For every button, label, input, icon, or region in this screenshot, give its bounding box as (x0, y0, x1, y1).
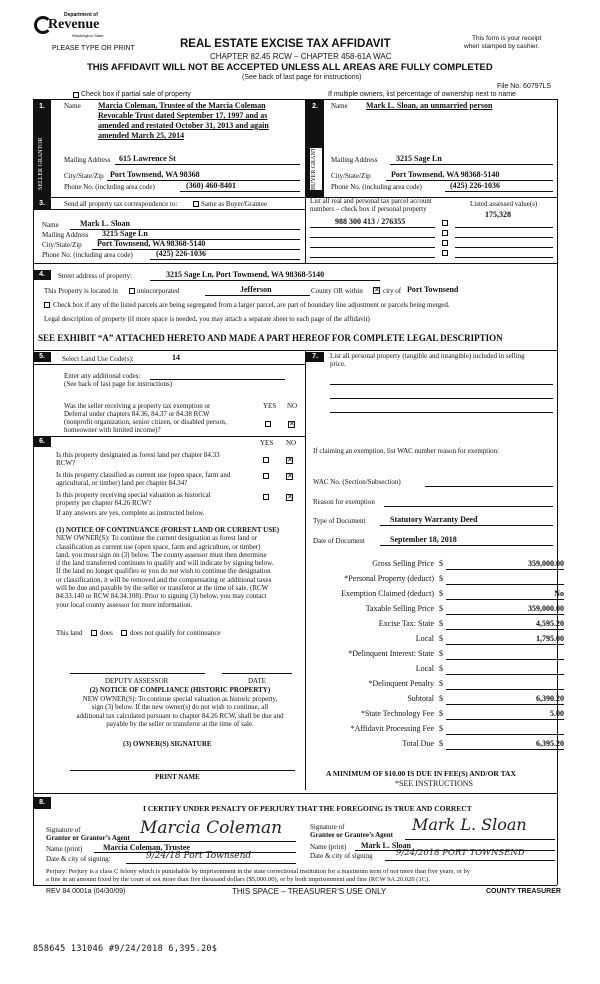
doc-type: Statutory Warranty Deed (390, 515, 478, 524)
segregated-label: Check box if any of the listed parcels are being segregated from a larger parcel, are part of boundary line adjustment or parcels being merged. (53, 301, 450, 309)
notice2-line-2: NEW OWNER(S): To continue special valuation as historic property, (82, 694, 278, 703)
owner-signature-label: (3) OWNER(S) SIGNATURE (123, 740, 212, 748)
file-number: File No. 60797LS (497, 83, 552, 90)
land-does-not-text: does not qualify for continuance (130, 629, 221, 637)
parcel-personal-checkbox-2[interactable] (442, 230, 448, 236)
notice-continuance (56, 526, 304, 609)
seller-name-line-2: Revocable Trust dated September 17, 1997 and as (98, 111, 268, 120)
receipt-note-1: This form is your receipt (472, 35, 542, 42)
exhibit-reference: SEE EXHIBIT “A” ATTACHED HERETO AND MADE A PART HEREOF FOR COMPLETE LEGAL DESCRIPTION (38, 333, 503, 343)
doc-date: September 18, 2018 (390, 535, 457, 544)
tax-label-excise-local: Local (415, 634, 434, 643)
assessed-label: Listed assessed value(s) (470, 200, 538, 208)
seller-side-label: SELLER GRANTOR (38, 137, 44, 190)
s6-q1-yes-checkbox[interactable] (263, 457, 269, 463)
street-address: 3215 Sage Ln, Port Townsend, WA 98368-5140 (166, 270, 325, 279)
notice2-line-3: sign (3) below. If the new owner(s) do not wish to continue, all (91, 703, 269, 711)
grantee-sig-label-1: Signature of (310, 823, 345, 831)
section5-badge: 5. (35, 353, 49, 361)
multiple-owners-note: If multiple owners, list percentage of ownership next to name (328, 91, 516, 98)
receipt-note-2: when stamped by cashier. (464, 43, 540, 50)
corr-city-label: City/State/Zip (42, 241, 82, 249)
grantee-name: Mark L. Sloan (361, 841, 412, 850)
buyer-badge: 2. (308, 102, 322, 111)
dor-logo (34, 12, 104, 42)
tax-value-gross: 359,000.00 (528, 559, 564, 568)
grantor-date-label: Date & city of signing: (46, 855, 111, 863)
personal-property-label-2: price. (330, 360, 346, 368)
wac-number-label: WAC No. (Section/Subsection) (313, 478, 401, 486)
located-text: This Property is located in (44, 287, 118, 295)
print-note: PLEASE TYPE OR PRINT (52, 45, 135, 52)
segregated-checkbox[interactable] (44, 302, 50, 308)
parcel-label-1: List all real and personal tax parcel account (310, 197, 432, 205)
exemption-reason-label: Reason for exemption (313, 498, 375, 506)
seller-city: Port Townsend, WA 98368 (110, 170, 200, 179)
within-city-checkbox[interactable]: ✕ (374, 286, 380, 294)
s6-if-yes: If any answers are yes, complete as instructed below. (56, 509, 205, 517)
land-use-label: Select Land Use Code(s): (62, 355, 134, 363)
s6-yes-header: YES (260, 439, 274, 447)
doc-date-label: Date of Document (313, 537, 365, 545)
grantor-sig-label-1: Signature of (46, 826, 81, 834)
corr-phone: (425) 226-1036 (156, 249, 206, 258)
dollar-sign-6: $ (439, 634, 443, 643)
notice1-line-5: if the land transferred continues to qualify and will indicate by signing below. (56, 559, 274, 568)
buyer-city-label: City/State/Zip (331, 172, 371, 180)
s5-yes-header: YES (263, 402, 277, 410)
parcel-number: 988 300 413 / 276355 (335, 217, 406, 226)
property-city: Port Townsend (407, 285, 459, 294)
notice2-line-1: (2) NOTICE OF COMPLIANCE (HISTORIC PROPERTY) (89, 686, 271, 694)
parcel-label-2: numbers – check box if personal property (310, 205, 427, 213)
grantor-name: Marcia Coleman, Trustee (103, 843, 190, 852)
seller-city-label: City/State/Zip (64, 172, 104, 180)
s6-q3-line-2: property per chapter 84.26 RCW? (56, 499, 152, 507)
grantee-sig-label-2: Grantee or Grantee’s Agent (310, 831, 394, 839)
tax-label-interest-local: Local (415, 664, 434, 673)
notice1-line-1: (1) NOTICE OF CONTINUANCE (FOREST LAND OR CURRENT USE) (56, 526, 280, 534)
partial-sale-label: Check box if partial sale of property (81, 91, 191, 98)
additional-codes-label-1: Enter any additional codes: (64, 372, 141, 380)
s6-q2-line-1: Is this property classified as current use (open space, farm and (56, 471, 231, 479)
form-chapter: CHAPTER 82.45 RCW – CHAPTER 458-61A WAC (210, 52, 392, 61)
dollar-sign-9: $ (439, 679, 443, 688)
print-name-label: PRINT NAME (155, 773, 200, 781)
land-use-code: 14 (172, 353, 180, 362)
notice1-line-6: If the land no longer qualifies or you do not wish to continue the designation (56, 567, 271, 576)
same-as-buyer-checkbox[interactable] (193, 201, 199, 207)
partial-sale-checkbox[interactable] (73, 92, 79, 98)
s5-no-header: NO (287, 402, 298, 410)
buyer-phone: (425) 226-1036 (450, 181, 500, 190)
section6-badge: 6. (35, 438, 49, 446)
notice-compliance (56, 686, 304, 729)
s6-q1-line-2: RCW? (56, 459, 76, 467)
county-treasurer-label: COUNTY TREASURER (486, 888, 561, 895)
doc-type-label: Type of Document (313, 517, 366, 525)
tax-label-tech-fee: *State Technology Fee (360, 709, 434, 718)
see-back-note: (See back of last page for instructions) (242, 74, 362, 81)
notice1-line-2: NEW OWNER(S): To continue the current designation as forest land or (56, 534, 258, 543)
tax-label-personal: *Personal Property (deduct) (344, 574, 434, 583)
treasurer-use-only: THIS SPACE – TREASURER’S USE ONLY (232, 887, 387, 896)
s5-q1-yes-checkbox[interactable] (265, 421, 271, 427)
tax-label-processing-fee: *Affidavit Processing Fee (350, 724, 434, 733)
section3-badge: 3. (35, 199, 49, 208)
logo-top-text: Department of (64, 12, 98, 18)
notice1-line-10: your local county assessor for more information. (56, 600, 193, 609)
form-title: REAL ESTATE EXCISE TAX AFFIDAVIT (180, 38, 391, 50)
s5-q1-line-2: Deferral under chapters 84.36, 84.37 or 84.38 RCW (64, 410, 210, 418)
notice1-line-4: land, you must sign on (3) below. The county assessor must then determine (56, 550, 267, 559)
seller-mailing: 615 Lawrence St (119, 154, 176, 163)
s6-q3-no-checkbox[interactable]: ✕ (287, 493, 293, 501)
tax-value-taxable: 359,000.00 (528, 604, 564, 613)
dollar-sign-11: $ (439, 709, 443, 718)
s6-no-header: NO (286, 439, 297, 447)
deputy-assessor-label: DEPUTY ASSESSOR (105, 677, 169, 685)
seller-phone: (360) 460-8401 (186, 181, 236, 190)
s6-q2-no-checkbox[interactable]: ✕ (287, 472, 293, 480)
certify-statement: I CERTIFY UNDER PENALTY OF PERJURY THAT THE FOREGOING IS TRUE AND CORRECT (143, 804, 472, 813)
tax-value-subtotal: 6,390.20 (536, 694, 564, 703)
s5-q1-line-3: (nonprofit organization, senior citizen, or disabled person, (64, 418, 227, 426)
tax-value-excise-local: 1,795.00 (536, 634, 564, 643)
seller-name-line-1: Marcia Coleman, Trustee of the Marcia Coleman (98, 101, 266, 110)
tax-value-total: 6,395.20 (536, 739, 564, 748)
personal-property-label-1: List all personal property (tangible and intangible) included in selling (330, 352, 525, 360)
s6-q1-line-1: Is this property designated as forest land per chapter 84.33 (56, 451, 220, 459)
dollar-sign-8: $ (439, 664, 443, 673)
buyer-mailing: 3215 Sage Ln (396, 154, 442, 163)
perjury-line-1: Perjury: Perjury is a class C felony which is punishable by imprisonment in the state correctional institution for a maximum term of not more than five years, or by (46, 868, 471, 875)
date-label: DATE (248, 677, 266, 685)
seller-name-line-4: amended March 25, 2014 (98, 131, 185, 140)
corr-mailing: 3215 Sage Ln (102, 229, 148, 238)
tax-label-exemption: Exemption Claimed (deduct) (341, 589, 434, 598)
corr-city: Port Townsend, WA 98368-5140 (97, 239, 206, 248)
seller-mailing-label: Mailing Address (64, 156, 111, 164)
dollar-sign-1: $ (439, 559, 443, 568)
tax-value-tech-fee: 5.00 (550, 709, 564, 718)
grantor-signature: Marcia Coleman (140, 818, 283, 838)
land-does-text: does (100, 629, 113, 637)
cashier-stamp: 858645 131046 #9/24/2018 6,395.20$ (33, 944, 218, 954)
s6-q3-yes-checkbox[interactable] (263, 494, 269, 500)
tax-label-interest-state: *Delinquent Interest: State (348, 649, 434, 658)
tax-label-excise-state: Excise Tax: State (378, 619, 434, 628)
perjury-line-2: a fine in an amount fixed by the court of not more than five thousand dollars ($5,000.00), or by both imprisonment and fine (RCW 9A.20.020 (1C). (46, 876, 430, 883)
seller-phone-label: Phone No. (including area code) (64, 183, 155, 191)
buyer-mailing-label: Mailing Address (331, 156, 378, 164)
parcel-personal-checkbox-4[interactable] (442, 250, 448, 256)
corr-name-label: Name (42, 221, 59, 229)
buyer-name: Mark L. Sloan, an unmarried person (366, 101, 493, 110)
notice1-line-9: 84.33.140 or RCW 84.34.108). Prior to signing (3) below, you may contact (56, 592, 267, 601)
s6-q3-line-1: Is this property receiving special valuation as historical (56, 491, 211, 499)
tax-label-subtotal: Subtotal (407, 694, 434, 703)
form-revision: REV 84 0001a (04/30/09) (46, 888, 126, 895)
tax-label-gross: Gross Selling Price (372, 559, 434, 568)
tax-value-exemption: No (554, 589, 564, 598)
tax-label-taxable: Taxable Selling Price (365, 604, 434, 613)
seller-name-line-3: amended and restated October 31, 2013 and again (98, 121, 269, 130)
street-address-label: Street address of property: (58, 272, 133, 280)
section4-badge: 4. (35, 271, 49, 279)
s5-q1-line-4: homeowner with limited income)? (64, 426, 161, 434)
county-name: Jefferson (240, 285, 272, 294)
corr-mailing-label: Mailing Address (42, 231, 89, 239)
corr-phone-label: Phone No. (including area code) (42, 251, 133, 259)
s6-q2-line-2: agricultural, or timber) land per chapter 84.34? (56, 479, 188, 487)
logo-sub-text: Washington State (72, 33, 104, 38)
grantee-signature: Mark L. Sloan (412, 815, 527, 834)
form-warning: THIS AFFIDAVIT WILL NOT BE ACCEPTED UNLESS ALL AREAS ARE FULLY COMPLETED (87, 62, 493, 73)
land-does-checkbox[interactable] (91, 630, 97, 636)
city-of-label: city of (383, 287, 402, 295)
grantor-name-label: Name (print) (46, 845, 83, 853)
tax-value-excise-state: 4,595.20 (536, 619, 564, 628)
unincorporated-checkbox[interactable] (129, 288, 135, 294)
dollar-sign-13: $ (439, 739, 443, 748)
s6-q2-yes-checkbox[interactable] (263, 473, 269, 479)
section7-badge: 7. (308, 353, 322, 361)
section8-badge: 8. (35, 798, 49, 807)
notice1-line-8: will be due and payable by the seller or transferor at the time of sale. (RCW (56, 584, 269, 593)
corr-name: Mark L. Sloan (80, 219, 131, 228)
buyer-side-label: BUYER GRANTEE (311, 140, 317, 190)
minimum-fee-note: A MINIMUM OF $10.00 IS DUE IN FEE(S) AND/OR TAX (326, 769, 516, 778)
logo-word: Revenue (48, 17, 100, 32)
land-does-not-checkbox[interactable] (121, 630, 127, 636)
tax-label-total: Total Due (402, 739, 434, 748)
seller-name-label: Name (64, 102, 81, 110)
dollar-sign-2: $ (439, 574, 443, 583)
s5-q1-no-checkbox[interactable]: ✕ (289, 420, 295, 428)
parcel-personal-checkbox-3[interactable] (442, 240, 448, 246)
assessed-value: 175,328 (485, 210, 511, 219)
s5-q1-line-1: Was the seller receiving a property tax exemption or (64, 402, 211, 410)
same-as-buyer-label: Same as Buyer/Grantee (201, 200, 268, 208)
grantee-name-label: Name (print) (310, 843, 347, 851)
dollar-sign-7: $ (439, 649, 443, 658)
correspondence-label: Send all property tax correspondence to: (64, 200, 178, 208)
dollar-sign-10: $ (439, 694, 443, 703)
notice1-line-3: classification as current use (open space, farm and agriculture, or timber) (56, 542, 261, 551)
buyer-city: Port Townsend, WA 98368-5140 (391, 170, 500, 179)
grantor-sig-label-2: Grantor or Grantor’s Agent (46, 834, 130, 842)
buyer-name-label: Name (331, 102, 348, 110)
buyer-phone-label: Phone No. (including area code) (331, 183, 422, 191)
grantee-date-label: Date & city of signing (310, 852, 373, 860)
notice1-line-7: or classification, it will be removed and the compensating or additional taxes (56, 575, 272, 584)
dollar-sign-3: $ (439, 589, 443, 598)
dollar-sign-5: $ (439, 619, 443, 628)
land-does-label: This land (56, 629, 83, 637)
grantee-date-handwritten: 9/24/2018 PORT TOWNSEND (396, 848, 525, 858)
legal-description-label: Legal description of property (if more space is needed, you may attach a separate sheet to each page of the affidavit) (44, 315, 370, 323)
dollar-sign-12: $ (439, 724, 443, 733)
wac-claim-label: If claiming an exemption, list WAC number reason for exemption: (313, 447, 500, 455)
notice2-line-4: additional tax calculated pursuant to chapter 84.26 RCW, shall be due and (76, 711, 284, 720)
additional-codes-label-2: (See back of last page for instructions) (64, 380, 173, 388)
dollar-sign-4: $ (439, 604, 443, 613)
s6-q1-no-checkbox[interactable]: ✕ (287, 456, 293, 464)
unincorporated-label: unincorporated (137, 287, 180, 295)
see-instructions-note: *SEE INSTRUCTIONS (395, 779, 474, 788)
tax-label-penalty: *Delinquent Penalty (368, 679, 434, 688)
grantor-date-handwritten: 9/24/18 Port Townsend (146, 851, 252, 861)
parcel-personal-checkbox-1[interactable] (442, 220, 448, 226)
county-suffix: County OR within (311, 287, 363, 295)
notice2-line-5: payable by the seller or transferor at the time of sale. (106, 720, 254, 728)
seller-badge: 1. (35, 102, 49, 111)
